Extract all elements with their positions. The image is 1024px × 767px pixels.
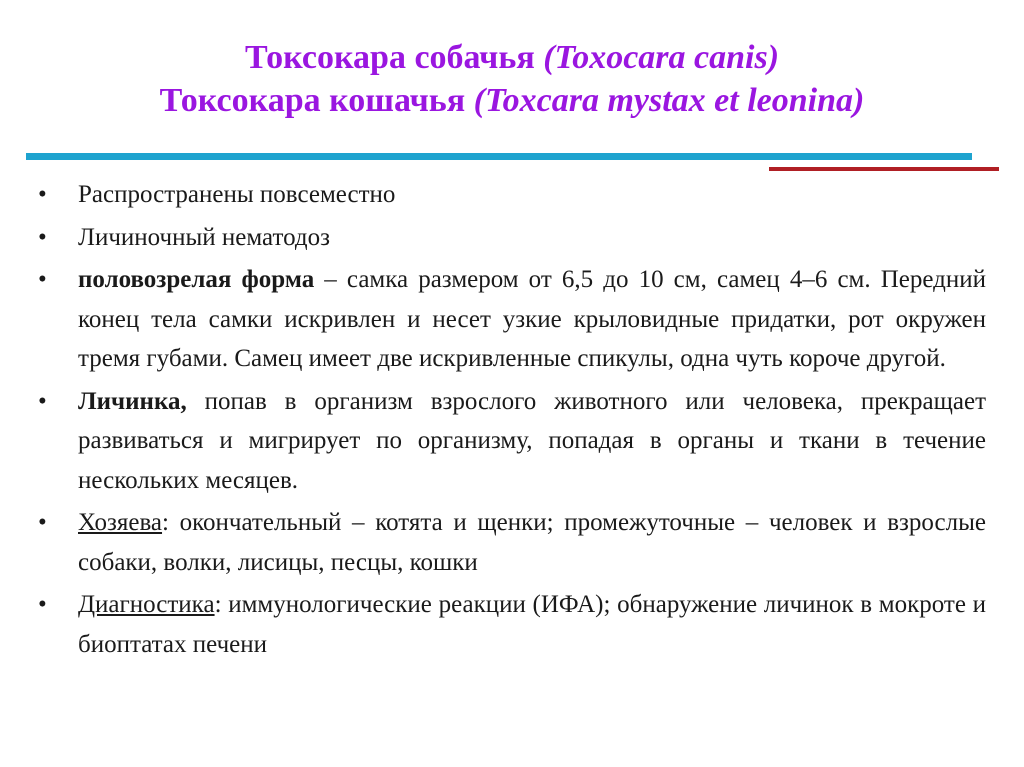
bullet-lead: Личинка,	[78, 387, 187, 415]
bullet-lead: Хозяева	[78, 509, 163, 536]
bullet-lead: Диагностика	[78, 591, 215, 618]
title-line-2-text: Токсокара кошачья	[159, 82, 474, 119]
title-line-2	[0, 79, 1024, 122]
bullet-text: : иммунологические реакции (ИФА); обнаружение личинок в мокроте и биоптатах печени	[78, 591, 986, 658]
bullet-lead: половозрелая форма	[78, 266, 315, 293]
bullet-list	[36, 175, 986, 667]
bullet-text: Распространены повсеместно	[78, 181, 396, 208]
bullet-item-distribution	[36, 175, 986, 215]
bullet-item-type	[36, 218, 986, 258]
slide-title	[0, 36, 1024, 122]
bullet-item-adult-form	[36, 260, 986, 379]
bullet-text: – самка размером от 6,5 до 10 см, самец 4–6 см. Передний конец тела самки искривлен и несет узкие крыловидные придатки, рот окружен тремя губами. Самец имеет две искривленные спикулы, одна чуть короче другой.	[78, 266, 986, 372]
divider-red	[769, 167, 999, 171]
bullet-item-larva	[36, 382, 986, 501]
bullet-item-hosts	[36, 503, 986, 582]
bullet-text: попав в организм взрослого животного или человека, прекращает развиваться и мигрирует по организму, попадая в органы и ткани в течение нескольких месяцев.	[78, 387, 986, 494]
title-line-1-text: Токсокара собачья	[244, 39, 544, 76]
title-line-2-latin: (Toxcara mystax et leonina)	[473, 82, 865, 119]
title-line-1	[0, 36, 1024, 79]
bullet-text: : окончательный – котята и щенки; промежуточные – человек и взрослые собаки, волки, лисицы, песцы, кошки	[78, 509, 986, 576]
divider-blue	[26, 153, 972, 160]
bullet-item-diagnostics	[36, 585, 986, 664]
title-line-1-latin: (Toxocara canis)	[543, 39, 780, 76]
bullet-text: Личиночный нематодоз	[78, 223, 330, 251]
